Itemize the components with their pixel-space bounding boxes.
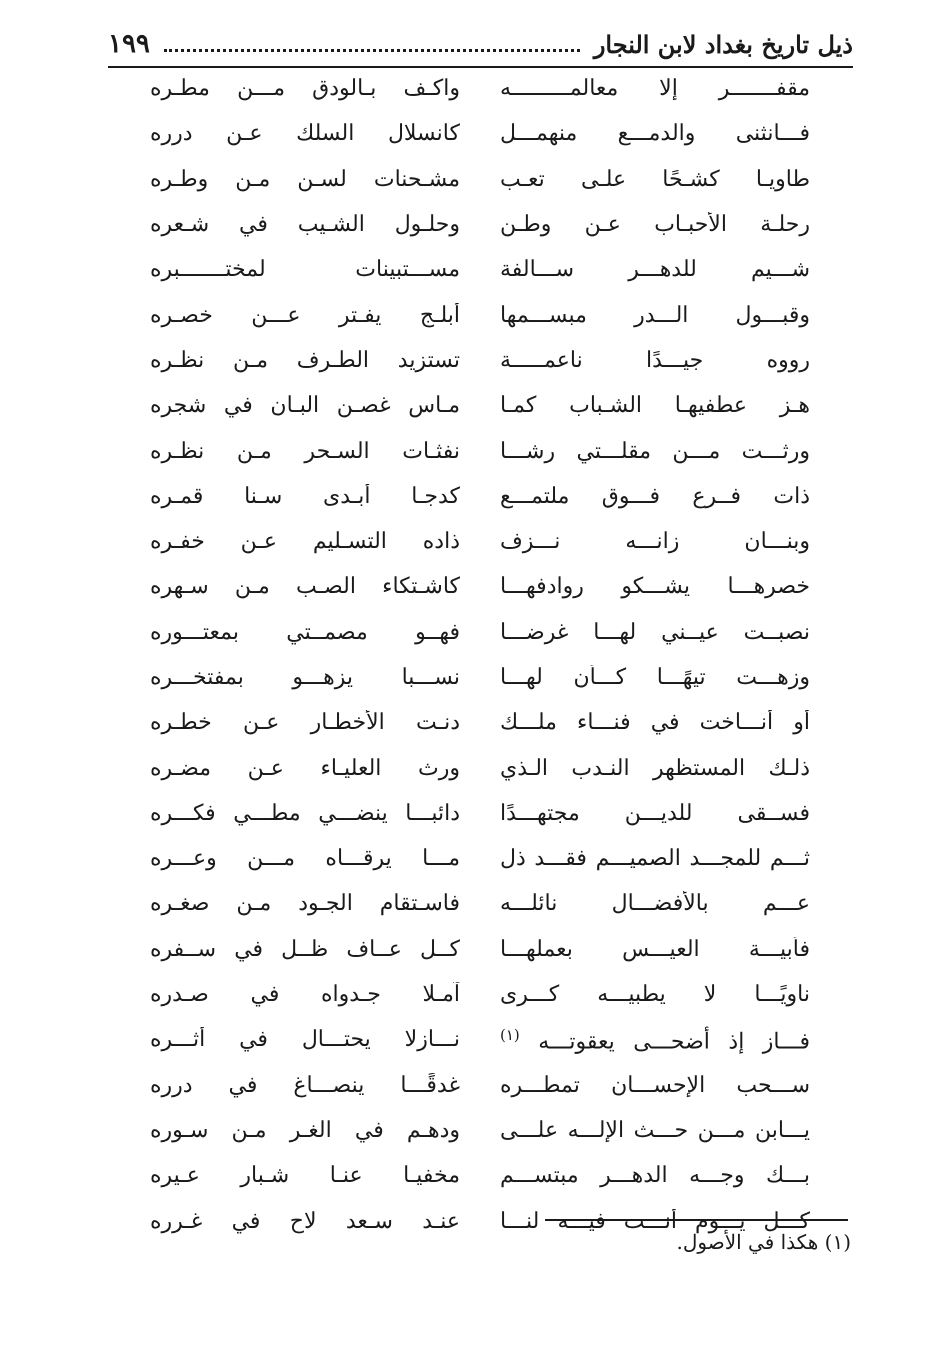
second-hemistich: نفثـات السـحر مـن نظـره [150, 438, 460, 464]
first-hemistich-text: خصرهـــا يشـــكو روادفهـــا [500, 574, 810, 600]
verse-line [150, 745, 810, 790]
first-hemistich [500, 982, 810, 1007]
first-hemistich [500, 665, 810, 690]
page-number: ١٩٩ [108, 29, 150, 59]
verse-line [150, 1108, 810, 1153]
second-hemistich: مخفيـا عنـا شـبار عـيره [150, 1163, 460, 1189]
verse-line [150, 791, 810, 836]
verse-line [150, 383, 810, 428]
first-hemistich [500, 212, 810, 237]
verse-line [150, 202, 810, 247]
footnote-marker: (١) [500, 1025, 520, 1044]
second-hemistich: كــل عــاف ظــل في ســفره [150, 936, 460, 962]
first-hemistich [500, 620, 810, 645]
footnote-divider [545, 1219, 848, 1221]
first-hemistich [500, 167, 810, 192]
second-hemistich: نـــازلا يحتـــال في أثـــره [150, 1027, 460, 1053]
second-hemistich: آمـلا جـدواه في صـدره [150, 982, 460, 1008]
second-hemistich: ذاده التسـليم عـن خفـره [150, 529, 460, 555]
first-hemistich [500, 348, 810, 373]
second-hemistich: غدقًـــا ينصـــاغ في درره [150, 1072, 460, 1098]
verse-line [150, 292, 810, 337]
verse-line [150, 111, 810, 156]
first-hemistich-text: شـــيم للدهـــر ســـالفة [500, 257, 810, 283]
verse-line [150, 1063, 810, 1108]
first-hemistich [500, 937, 810, 962]
first-hemistich-text: ســـحب الإحســـان تمطـــره [500, 1072, 810, 1098]
verse-line [150, 474, 810, 519]
first-hemistich-text: بـــك وجـــه الدهـــر مبتســـم [500, 1163, 810, 1189]
first-hemistich-text: كـــل يـــوم أنـــت فيـــه لنـــا [500, 1208, 810, 1234]
verse-line [150, 247, 810, 292]
second-hemistich: مشـحنات لسـن مـن وطـره [150, 166, 460, 192]
second-hemistich: كدجـا أبـدى سـنا قمـره [150, 483, 460, 509]
first-hemistich-text: فســقى للديـــن مجتهـــدًا [500, 800, 810, 826]
second-hemistich: أبلـج يفـتر عـــن خصـره [150, 302, 460, 328]
verse-line [150, 655, 810, 700]
verse-line [150, 881, 810, 926]
second-hemistich: مســـتبينات لمختـــــــبره [150, 257, 460, 283]
first-hemistich-text: فـــانثنى والدمـــع منهمـــل [500, 121, 810, 147]
first-hemistich-text: فـــاز إذ أضحـــى يعقوتـــه [538, 1029, 810, 1055]
first-hemistich-text: يـــابن مـــن حـــث الإلـــه علـــى [500, 1117, 810, 1143]
verse-line [150, 66, 810, 111]
first-hemistich-text: ناويًـــا لا يطبيـــه كـــرى [500, 982, 810, 1008]
first-hemistich [500, 846, 810, 871]
second-hemistich: ورث العليـاء عـن مضـره [150, 755, 460, 781]
second-hemistich: كانسلال السلك عـن درره [150, 121, 460, 147]
verse-line [150, 1153, 810, 1198]
running-header [108, 22, 853, 68]
first-hemistich [500, 393, 810, 418]
verse-line [150, 700, 810, 745]
first-hemistich-text: نصبــت عيــني لهـــا غرضـــا [500, 619, 810, 645]
first-hemistich-text: ثـــم للمجـــد الصميـــم فقـــد ذل [500, 846, 810, 872]
first-hemistich-text: عـــم بالأفضـــال نائلـــه [500, 891, 810, 917]
first-hemistich [500, 257, 810, 282]
first-hemistich-text: هـز عطفيهـا الشـباب كمـا [500, 393, 810, 419]
first-hemistich-text: فأبيـــة العيـــس بعملهـــا [500, 936, 810, 962]
book-title: ذيل تاريخ بغداد لابن النجار [593, 29, 853, 59]
first-hemistich [500, 710, 810, 735]
first-hemistich [500, 801, 810, 826]
header-leader-dots [164, 37, 580, 52]
first-hemistich-text: وقبـــول الـــدر مبســـمها [500, 302, 810, 328]
first-hemistich [500, 1026, 810, 1054]
first-hemistich [500, 1073, 810, 1098]
first-hemistich [500, 303, 810, 328]
first-hemistich [500, 484, 810, 509]
poem [150, 66, 810, 1244]
first-hemistich [500, 756, 810, 781]
second-hemistich: عنـد سـعد لاح في غـرره [150, 1208, 460, 1234]
verse-line [150, 519, 810, 564]
second-hemistich: مـاس غصـن البـان في شجره [150, 393, 460, 419]
second-hemistich: فهــو مصمــتي بمعتـــوره [150, 619, 460, 645]
second-hemistich: دنـت الأخطـار عـن خطـره [150, 710, 460, 736]
verse-line [150, 157, 810, 202]
first-hemistich-text: ذات فــرع فـــوق ملتمـــع [500, 483, 810, 509]
second-hemistich: نســـبا يزهـــو بمفتخـــره [150, 665, 460, 690]
first-hemistich-text: أو أنـــاخت في فنـــاء ملـــك [500, 710, 810, 736]
first-hemistich-text: رحلـة الأحبـاب عـن وطـن [500, 212, 810, 238]
second-hemistich: وحلـول الشـيب في شـعره [150, 212, 460, 238]
first-hemistich [500, 1118, 810, 1143]
first-hemistich-text: وزهـــت تيهًـــا كـــأن لهـــا [500, 665, 810, 690]
first-hemistich-text: ورثـــت مـــن مقلـــتي رشـــا [500, 438, 810, 464]
second-hemistich: واكـف بـالودق مـــن مطـره [150, 76, 460, 102]
first-hemistich-text: رووه جيـــدًا ناعمـــــة [500, 347, 810, 373]
verse-line [150, 610, 810, 655]
first-hemistich [500, 439, 810, 464]
second-hemistich: فاسـتقام الجـود مـن صغـره [150, 891, 460, 917]
verse-line [150, 564, 810, 609]
verse-line [150, 428, 810, 473]
verse-line [150, 1017, 810, 1062]
verse-line [150, 338, 810, 383]
first-hemistich-text: ذلـك المستظهر النـدب الـذي [500, 755, 810, 781]
first-hemistich-text: طاويـا كشـحًا علـى تعـب [500, 166, 810, 192]
first-hemistich [500, 1163, 810, 1188]
second-hemistich: كاشـتكاء الصـب مـن سـهره [150, 574, 460, 600]
verse-line [150, 972, 810, 1017]
second-hemistich: تستزيد الطـرف مـن نظـره [150, 347, 460, 373]
first-hemistich [500, 529, 810, 554]
first-hemistich [500, 76, 810, 101]
first-hemistich [500, 574, 810, 599]
second-hemistich: مـــا يرقـــاه مـــن وعـــره [150, 846, 460, 872]
first-hemistich-text: مقفـــــــر إلا معالمـــــــــه [500, 76, 810, 102]
footnote: (١) هكذا في الأصول. [676, 1230, 851, 1254]
second-hemistich: ودهـم في الغـر مـن سـوره [150, 1117, 460, 1143]
verse-line [150, 927, 810, 972]
second-hemistich: دائبـــا ينضـــي مطـــي فكـــره [150, 800, 460, 826]
verse-line [150, 836, 810, 881]
first-hemistich [500, 891, 810, 916]
first-hemistich-text: وبنـــان زانـــه نـــزف [500, 529, 810, 555]
first-hemistich [500, 121, 810, 146]
